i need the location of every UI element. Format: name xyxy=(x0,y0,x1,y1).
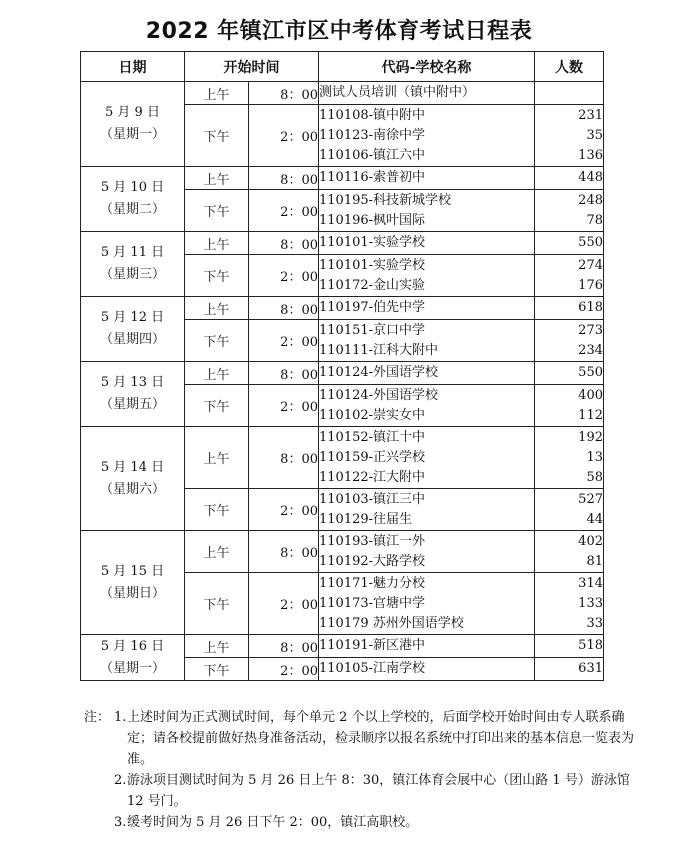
time-cell: 2：00 xyxy=(249,190,319,232)
time-cell: 8：00 xyxy=(249,232,319,255)
time-cell: 8：00 xyxy=(249,82,319,105)
participant-count: 314 xyxy=(578,575,603,591)
weekday-text: （星期二） xyxy=(99,202,165,217)
period-cell: 上午 xyxy=(185,297,249,320)
note-number: 1. xyxy=(114,710,127,725)
period-cell: 下午 xyxy=(185,385,249,427)
school-name: 110108-镇中附中 xyxy=(319,107,426,123)
time-cell: 8：00 xyxy=(249,531,319,573)
school-name: 110129-往届生 xyxy=(319,511,413,527)
date-cell xyxy=(81,635,185,681)
note-item xyxy=(84,770,644,812)
time-cell: 8：00 xyxy=(249,427,319,489)
participant-count: 81 xyxy=(586,553,603,569)
date-cell xyxy=(81,427,185,531)
school-cell xyxy=(319,427,535,489)
table-row xyxy=(81,167,604,190)
participant-count: 631 xyxy=(578,661,603,676)
count-cell xyxy=(535,489,604,531)
school-name: 110106-镇江六中 xyxy=(319,147,426,163)
time-cell: 8：00 xyxy=(249,635,319,658)
participant-count: 58 xyxy=(586,469,603,485)
school-cell xyxy=(319,232,535,255)
participant-count: 618 xyxy=(578,300,603,315)
schedule-table xyxy=(80,51,604,681)
header-start-time: 开始时间 xyxy=(185,52,319,82)
participant-count: 133 xyxy=(578,595,603,611)
date-text: 5 月 13 日 xyxy=(100,375,165,390)
period-cell: 下午 xyxy=(185,255,249,297)
participant-count: 33 xyxy=(586,615,603,631)
school-name: 110195-科技新城学校 xyxy=(319,192,452,208)
weekday-text: （星期一） xyxy=(99,660,165,676)
date-cell xyxy=(81,82,185,167)
time-cell: 2：00 xyxy=(249,573,319,635)
school-name: 110196-枫叶国际 xyxy=(319,212,426,228)
school-name: 110116-索普初中 xyxy=(319,170,426,185)
school-name: 测试人员培训（镇中附中） xyxy=(319,85,476,100)
school-cell xyxy=(319,489,535,531)
count-cell xyxy=(535,385,604,427)
school-cell xyxy=(319,362,535,385)
time-cell: 2：00 xyxy=(249,489,319,531)
school-cell xyxy=(319,297,535,320)
school-name: 110103-镇江三中 xyxy=(319,491,426,507)
participant-count: 78 xyxy=(586,212,603,228)
period-cell: 下午 xyxy=(185,190,249,232)
time-cell: 8：00 xyxy=(249,297,319,320)
time-cell: 8：00 xyxy=(249,167,319,190)
weekday-text: （星期日） xyxy=(99,585,165,601)
participant-count: 400 xyxy=(578,387,603,403)
participant-count: 192 xyxy=(578,429,603,445)
count-cell xyxy=(535,635,604,658)
school-name: 110124-外国语学校 xyxy=(319,387,439,403)
participant-count: 231 xyxy=(578,107,603,123)
page-title: 2022 年镇江市区中考体育考试日程表 xyxy=(145,19,533,44)
weekday-text: （星期五） xyxy=(99,397,165,412)
school-cell xyxy=(319,658,535,681)
period-cell: 上午 xyxy=(185,232,249,255)
school-cell xyxy=(319,82,535,105)
school-name: 110102-崇实女中 xyxy=(319,407,426,423)
time-cell: 8：00 xyxy=(249,362,319,385)
time-cell: 2：00 xyxy=(249,105,319,167)
date-text: 5 月 9 日 xyxy=(105,105,160,120)
note-number: 2. xyxy=(114,773,127,788)
school-name: 110172-金山实验 xyxy=(319,277,426,293)
school-name: 110179 苏州外国语学校 xyxy=(319,615,464,631)
period-cell: 上午 xyxy=(185,82,249,105)
school-name: 110123-南徐中学 xyxy=(319,127,426,143)
count-cell xyxy=(535,362,604,385)
period-cell: 下午 xyxy=(185,489,249,531)
date-text: 5 月 14 日 xyxy=(100,459,165,475)
period-cell: 上午 xyxy=(185,531,249,573)
header-school: 代码-学校名称 xyxy=(319,52,535,82)
school-cell xyxy=(319,635,535,658)
weekday-text: （星期六） xyxy=(99,481,165,497)
date-cell xyxy=(81,232,185,297)
note-text: 上述时间为正式测试时间，每个单元 2 个以上学校的，后面学校开始时间由专人联系确定；请各校提前做好热身准备活动，检录顺序以报名系统中打印出来的基本信息一览表为准。 xyxy=(127,710,635,767)
school-name: 110171-魅力分校 xyxy=(319,575,426,591)
period-cell: 下午 xyxy=(185,658,249,681)
period-cell: 下午 xyxy=(185,573,249,635)
school-cell xyxy=(319,167,535,190)
count-cell xyxy=(535,320,604,362)
school-name: 110192-大路学校 xyxy=(319,553,426,569)
period-cell: 上午 xyxy=(185,362,249,385)
school-name: 110152-镇江十中 xyxy=(319,429,426,445)
period-cell: 下午 xyxy=(185,320,249,362)
period-cell: 上午 xyxy=(185,427,249,489)
participant-count: 44 xyxy=(586,511,603,527)
participant-count: 13 xyxy=(586,449,603,465)
count-cell xyxy=(535,190,604,232)
date-cell xyxy=(81,297,185,362)
table-row xyxy=(81,635,604,658)
time-cell: 2：00 xyxy=(249,385,319,427)
date-cell xyxy=(81,362,185,427)
school-name: 110159-正兴学校 xyxy=(319,449,426,465)
school-name: 110151-京口中学 xyxy=(319,322,426,338)
period-cell: 下午 xyxy=(185,105,249,167)
header-count: 人数 xyxy=(535,52,604,82)
participant-count: 550 xyxy=(578,365,603,380)
date-text: 5 月 16 日 xyxy=(100,638,165,654)
count-cell xyxy=(535,232,604,255)
header-row xyxy=(81,52,604,82)
note-text: 游泳项目测试时间为 5 月 26 日上午 8：30，镇江体育会展中心（团山路 1 号）游泳馆 12 号门。 xyxy=(127,773,630,809)
school-cell xyxy=(319,255,535,297)
school-name: 110101-实验学校 xyxy=(319,235,426,250)
table-row xyxy=(81,531,604,573)
period-cell: 上午 xyxy=(185,635,249,658)
participant-count: 35 xyxy=(586,127,603,143)
participant-count: 448 xyxy=(578,170,603,185)
school-name: 110124-外国语学校 xyxy=(319,365,439,380)
school-name: 110197-伯先中学 xyxy=(319,300,426,315)
weekday-text: （星期一） xyxy=(99,127,165,142)
school-cell xyxy=(319,385,535,427)
date-cell xyxy=(81,167,185,232)
school-name: 110122-江大附中 xyxy=(319,469,426,485)
participant-count: 176 xyxy=(578,277,603,293)
school-cell xyxy=(319,531,535,573)
date-cell xyxy=(81,531,185,635)
school-cell xyxy=(319,105,535,167)
count-cell xyxy=(535,531,604,573)
count-cell xyxy=(535,427,604,489)
participant-count xyxy=(535,82,603,104)
date-text: 5 月 11 日 xyxy=(100,245,165,260)
count-cell xyxy=(535,255,604,297)
note-text: 缓考时间为 5 月 26 日下午 2：00，镇江高职校。 xyxy=(127,815,419,830)
note-item xyxy=(84,812,644,833)
weekday-text: （星期四） xyxy=(99,332,165,347)
participant-count: 274 xyxy=(578,257,603,273)
table-row xyxy=(81,297,604,320)
date-text: 5 月 12 日 xyxy=(100,310,165,325)
participant-count: 402 xyxy=(578,533,603,549)
participant-count: 273 xyxy=(578,322,603,338)
date-text: 5 月 15 日 xyxy=(100,563,165,579)
table-row xyxy=(81,232,604,255)
count-cell xyxy=(535,82,604,105)
time-cell: 2：00 xyxy=(249,320,319,362)
table-row xyxy=(81,82,604,105)
count-cell xyxy=(535,573,604,635)
participant-count: 234 xyxy=(578,342,603,358)
time-cell: 2：00 xyxy=(249,255,319,297)
date-text: 5 月 10 日 xyxy=(100,180,165,195)
notes-label: 注： xyxy=(84,710,111,725)
count-cell xyxy=(535,658,604,681)
school-name: 110101-实验学校 xyxy=(319,257,426,273)
participant-count: 550 xyxy=(578,235,603,250)
count-cell xyxy=(535,167,604,190)
count-cell xyxy=(535,105,604,167)
participant-count: 136 xyxy=(578,147,603,163)
school-cell xyxy=(319,190,535,232)
table-row xyxy=(81,427,604,489)
participant-count: 248 xyxy=(578,192,603,208)
schedule-body xyxy=(81,82,604,681)
school-name: 110111-江科大附中 xyxy=(319,342,439,358)
notes-section xyxy=(84,707,644,833)
weekday-text: （星期三） xyxy=(99,267,165,282)
time-cell: 2：00 xyxy=(249,658,319,681)
period-cell: 上午 xyxy=(185,167,249,190)
participant-count: 112 xyxy=(578,407,603,423)
school-cell xyxy=(319,573,535,635)
school-name: 110173-官塘中学 xyxy=(319,595,426,611)
school-name: 110105-江南学校 xyxy=(319,661,426,676)
participant-count: 527 xyxy=(578,491,603,507)
school-name: 110193-镇江一外 xyxy=(319,533,426,549)
note-number: 3. xyxy=(114,815,127,830)
school-cell xyxy=(319,320,535,362)
school-name: 110191-新区港中 xyxy=(319,638,426,653)
table-row xyxy=(81,362,604,385)
participant-count: 518 xyxy=(578,638,603,653)
count-cell xyxy=(535,297,604,320)
header-date: 日期 xyxy=(81,52,185,82)
note-item xyxy=(84,707,644,770)
